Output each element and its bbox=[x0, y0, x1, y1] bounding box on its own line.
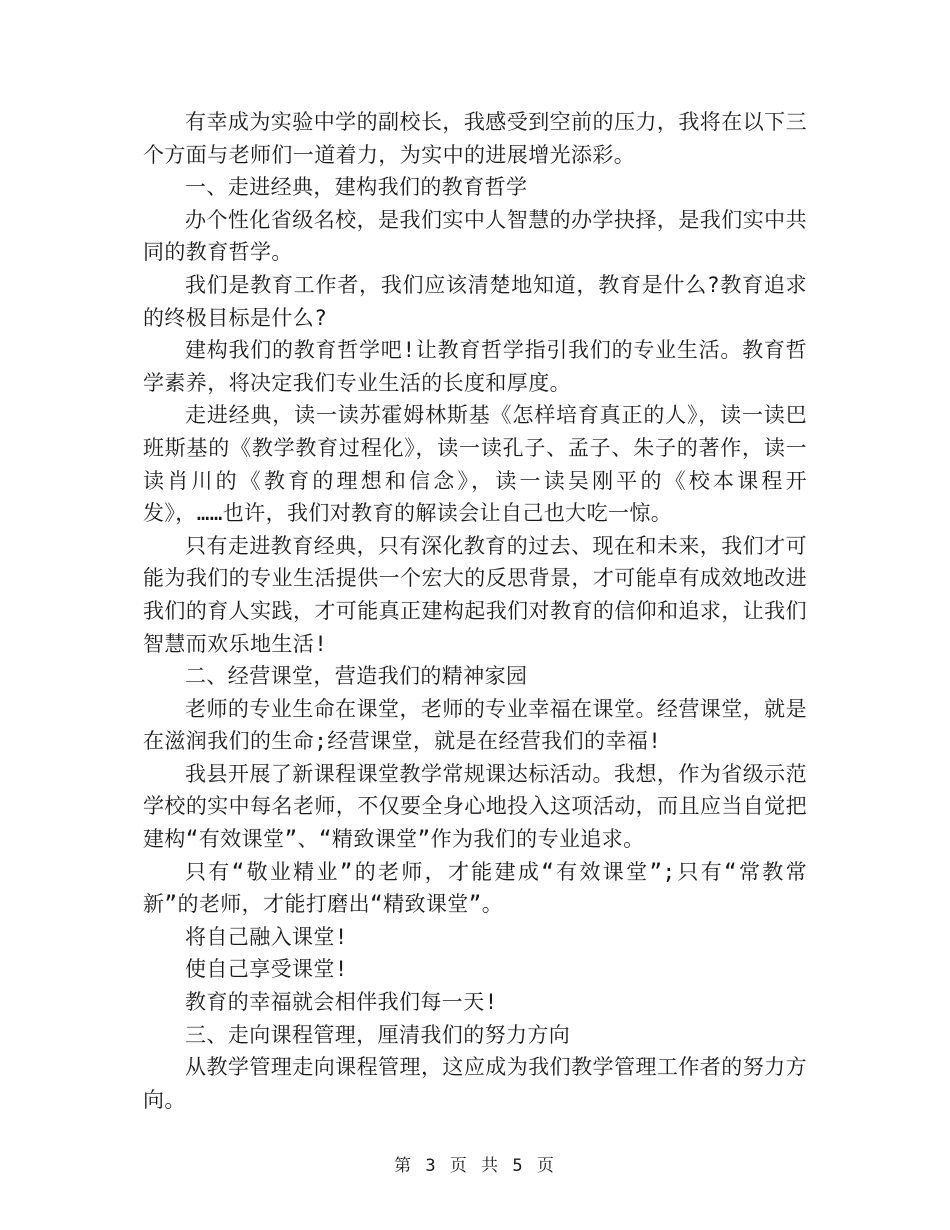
paragraph: 建构我们的教育哲学吧!让教育哲学指引我们的专业生活。教育哲学素养，将决定我们专业生活的长度和厚度。 bbox=[143, 338, 807, 395]
paragraph: 老师的专业生命在课堂，老师的专业幸福在课堂。经营课堂，就是在滋润我们的生命;经营课堂，就是在经营我们的幸福! bbox=[143, 696, 807, 754]
paragraph: 从教学管理走向课程管理，这应成为我们教学管理工作者的努力方向。 bbox=[143, 1055, 807, 1112]
paragraph: 只有“敬业精业”的老师，才能建成“有效课堂”;只有“常教常新”的老师，才能打磨出“精致课堂”。 bbox=[143, 859, 807, 917]
paragraph: 我县开展了新课程课堂教学常规课达标活动。我想，作为省级示范学校的实中每名老师，不仅要全身心地投入这项活动，而且应当自觉把建构“有效课堂”、“精致课堂”作为我们的专业追求。 bbox=[143, 761, 807, 852]
page-number-footer: 第 3 页 共 5 页 bbox=[394, 1156, 556, 1176]
paragraph: 使自己享受课堂! bbox=[185, 957, 348, 982]
section-heading-2: 二、经营课堂，营造我们的精神家园 bbox=[185, 664, 528, 689]
document-body bbox=[143, 106, 807, 1116]
paragraph-intro: 有幸成为实验中学的副校长，我感受到空前的压力，我将在以下三个方面与老师们一道着力，为实中的进展增光添彩。 bbox=[143, 110, 807, 167]
paragraph: 教育的幸福就会相伴我们每一天! bbox=[185, 990, 498, 1015]
paragraph: 只有走进教育经典，只有深化教育的过去、现在和未来，我们才可能为我们的专业生活提供一个宏大的反思背景，才可能卓有成效地改进我们的育人实践，才可能真正建构起我们对教育的信仰和追求，让我们智慧而欢乐地生活! bbox=[143, 533, 807, 656]
paragraph: 将自己融入课堂! bbox=[185, 924, 348, 949]
paragraph: 办个性化省级名校，是我们实中人智慧的办学抉择，是我们实中共同的教育哲学。 bbox=[143, 207, 807, 265]
paragraph: 走进经典，读一读苏霍姆林斯基《怎样培育真正的人》，读一读巴班斯基的《教学教育过程化》，读一读孔子、孟子、朱子的著作，读一读肖川的《教育的理想和信念》，读一读吴刚平的《校本课程开发》，……也许，我们对教育的解读会让自己也大吃一惊。 bbox=[143, 403, 807, 526]
section-heading-1: 一、走进经典，建构我们的教育哲学 bbox=[185, 175, 528, 200]
section-heading-3: 三、走向课程管理，厘清我们的努力方向 bbox=[185, 1022, 571, 1047]
paragraph: 我们是教育工作者，我们应该清楚地知道，教育是什么?教育追求的终极目标是什么? bbox=[143, 272, 807, 330]
